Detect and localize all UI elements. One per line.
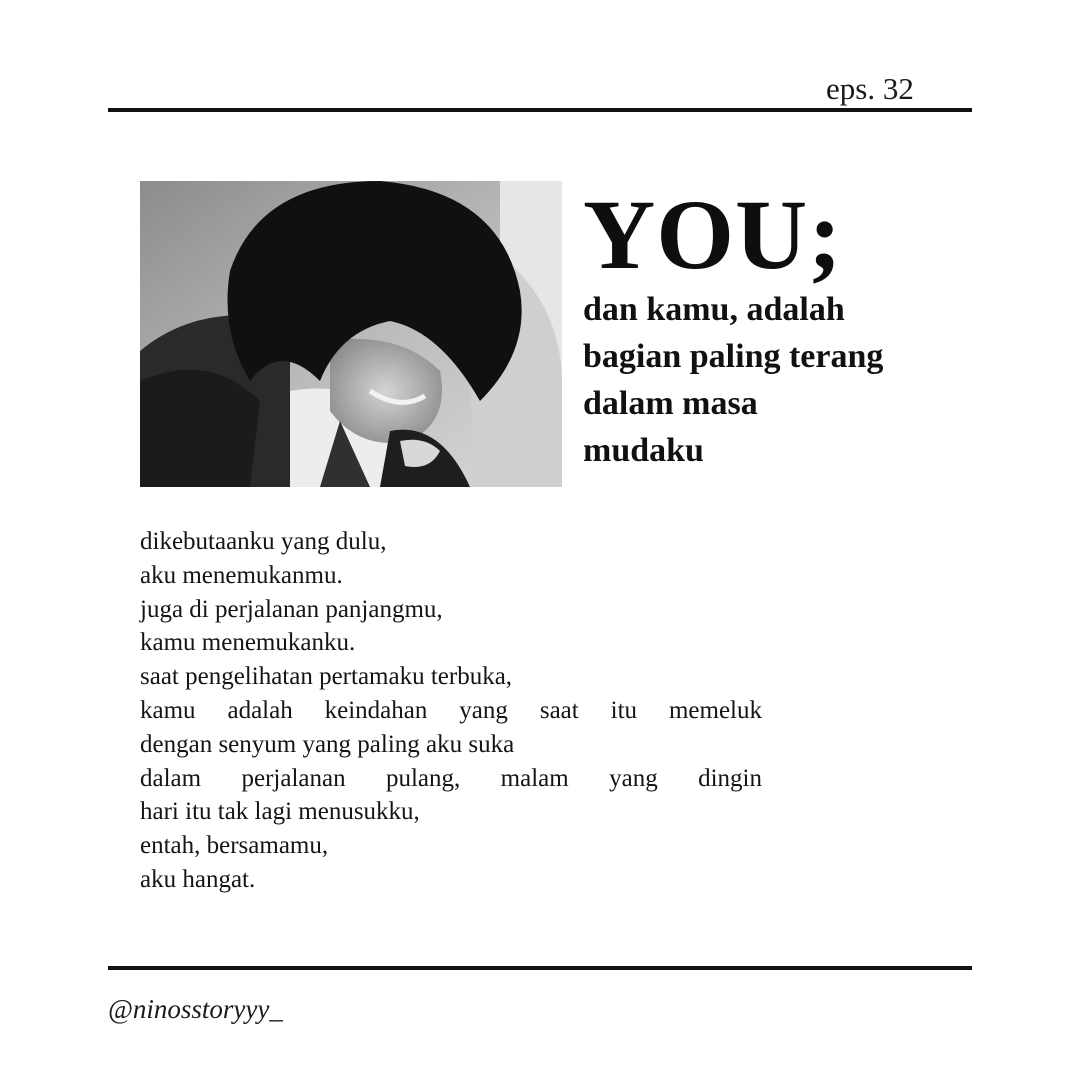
subtitle bbox=[583, 286, 963, 474]
headline: YOU; bbox=[583, 179, 843, 290]
poem-line: kamu adalah keindahan yang saat itu memeluk bbox=[140, 696, 762, 724]
poem-line: aku hangat. bbox=[140, 865, 256, 893]
top-divider bbox=[108, 108, 972, 112]
poem-line: kamu menemukanku. bbox=[140, 629, 356, 657]
poem-line: dengan senyum yang paling aku suka bbox=[140, 730, 515, 758]
episode-label: eps. 32 bbox=[826, 71, 914, 106]
poem-line: dikebutaanku yang dulu, bbox=[140, 528, 387, 555]
poem-line: juga di perjalanan panjangmu, bbox=[140, 595, 443, 623]
poem-line: hari itu tak lagi menusukku, bbox=[140, 798, 420, 826]
poem-line: saat pengelihatan pertamaku terbuka, bbox=[140, 663, 513, 691]
photo bbox=[140, 181, 562, 487]
photo-illustration bbox=[140, 181, 562, 487]
poem-line: aku menemukanmu. bbox=[140, 561, 343, 589]
subtitle-line: dan kamu, adalah bbox=[583, 291, 845, 328]
subtitle-line: bagian paling terang bbox=[583, 338, 884, 375]
poem-line: dalam perjalanan pulang, malam yang dingin bbox=[140, 764, 762, 792]
subtitle-line: mudaku bbox=[583, 432, 704, 469]
poem bbox=[140, 525, 762, 897]
subtitle-line: dalam masa bbox=[583, 385, 758, 422]
author-handle: @ninosstoryyy_ bbox=[108, 994, 283, 1024]
bottom-divider bbox=[108, 966, 972, 970]
poem-line: entah, bersamamu, bbox=[140, 832, 329, 860]
